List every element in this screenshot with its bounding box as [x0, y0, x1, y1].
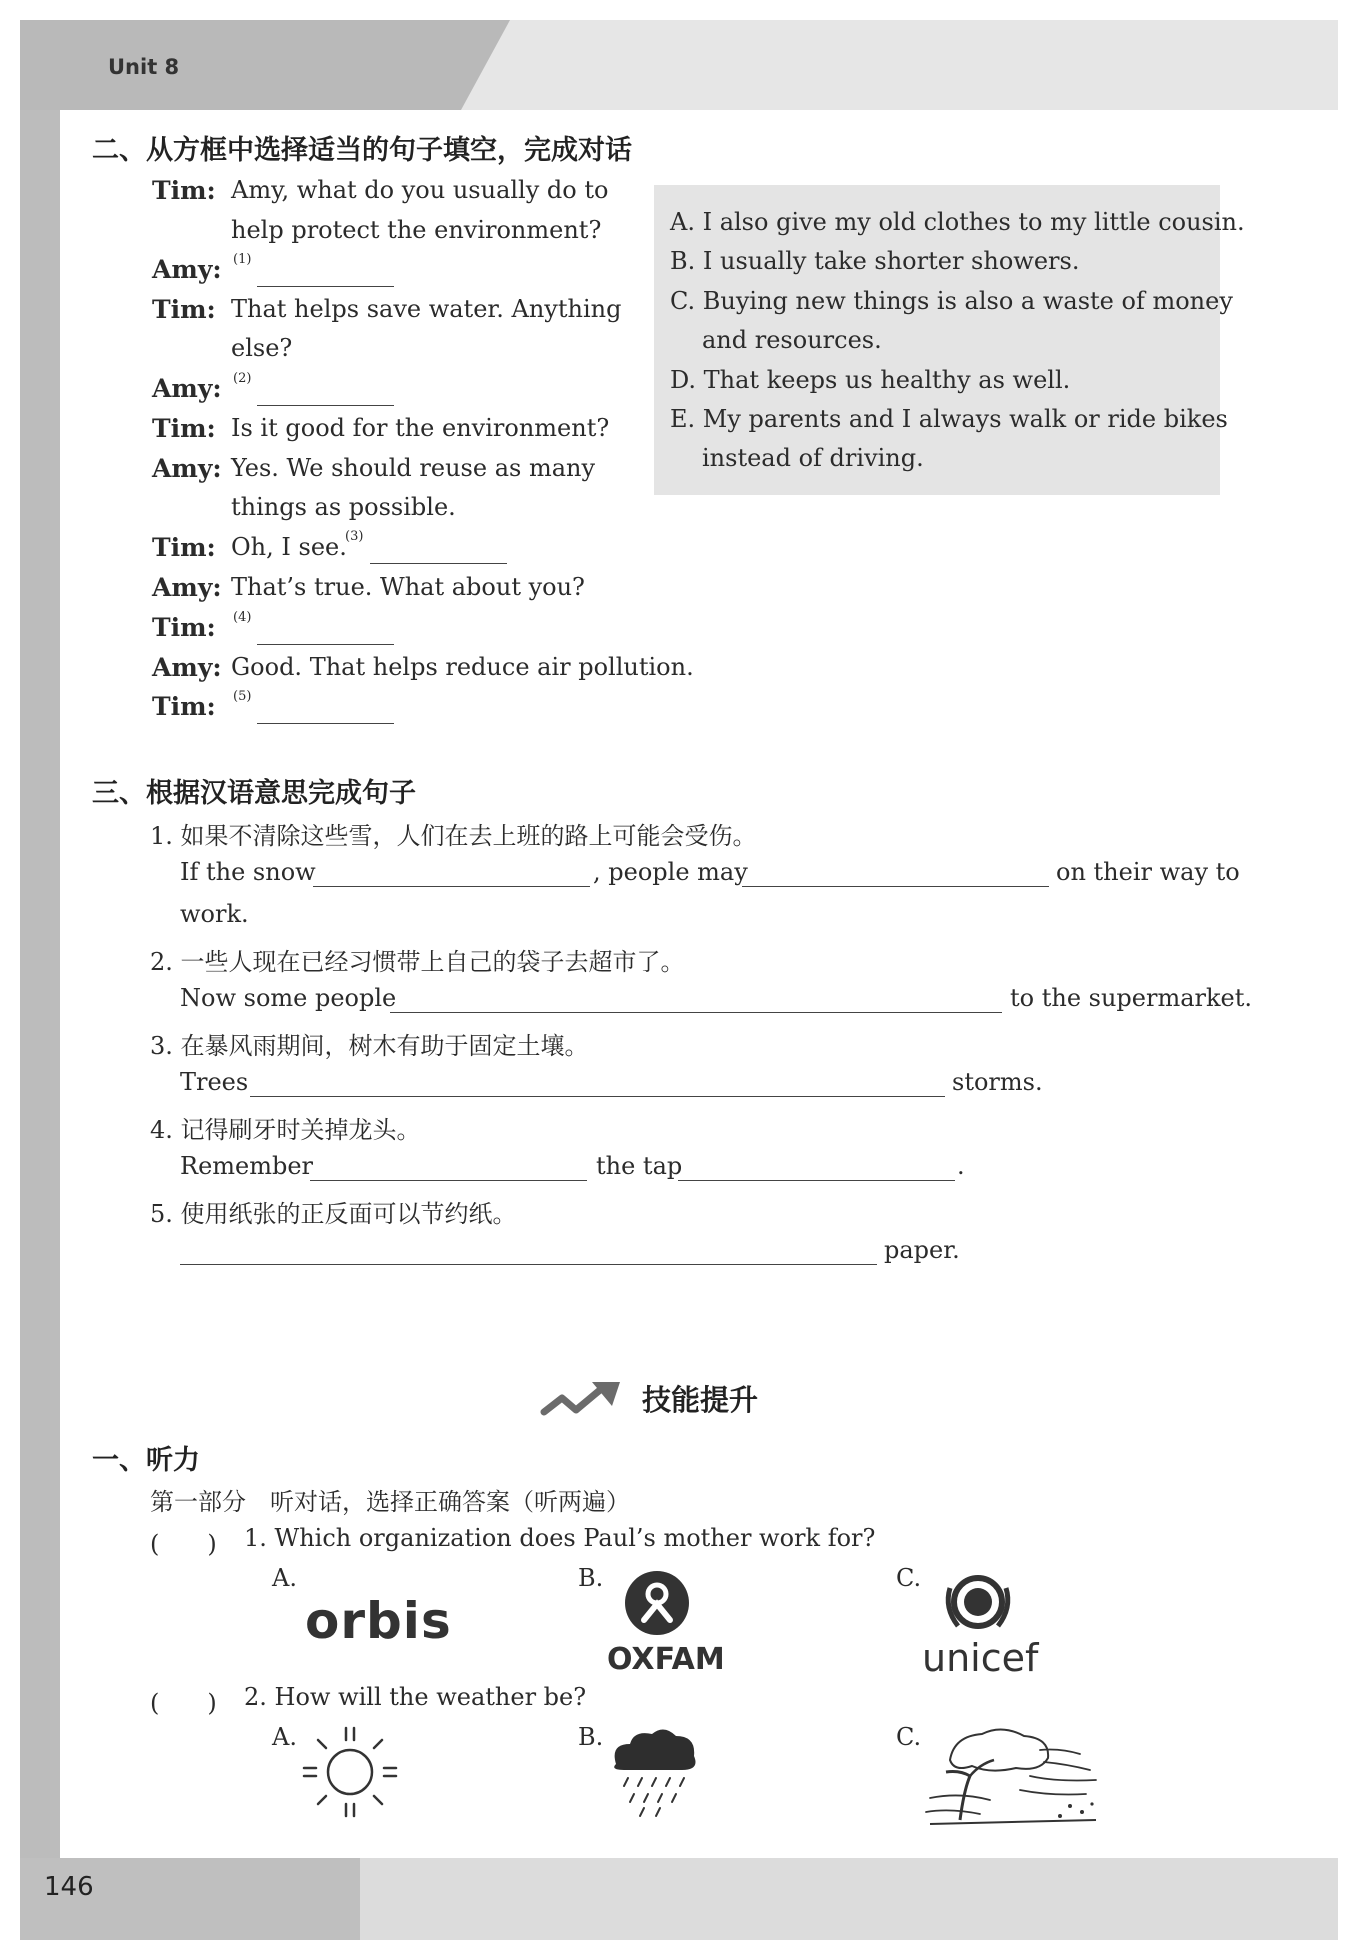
- blank-number: (2): [233, 371, 252, 386]
- sentence-blank[interactable]: [250, 1072, 945, 1097]
- choice-label: B.: [578, 1564, 604, 1592]
- option-b: B. I usually take shorter showers.: [670, 247, 1080, 275]
- speaker: Amy:: [152, 653, 222, 682]
- skills-title: 技能提升: [642, 1383, 759, 1417]
- unicef-emblem-icon: [938, 1568, 1018, 1640]
- listening-question: 1. Which organization does Paul’s mother work for?: [244, 1524, 876, 1552]
- speaker: Tim:: [152, 414, 216, 443]
- blank-number: (4): [233, 610, 252, 625]
- speaker: Tim:: [152, 613, 216, 642]
- sun-icon[interactable]: [300, 1724, 400, 1820]
- answer-blank-5[interactable]: [257, 699, 394, 724]
- speaker: Tim:: [152, 692, 216, 721]
- speaker: Tim:: [152, 295, 216, 324]
- option-e-line2: instead of driving.: [702, 444, 924, 472]
- sentence-part: .: [957, 1152, 965, 1180]
- dialogue-text: Amy, what do you usually do to: [231, 176, 609, 204]
- speaker: Amy:: [152, 374, 222, 403]
- choice-label: B.: [578, 1723, 604, 1751]
- choice-label: A.: [272, 1564, 297, 1592]
- question-chinese: 4. 记得刷牙时关掉龙头。: [150, 1116, 421, 1144]
- blank-number: (3): [345, 529, 364, 544]
- speaker: Amy:: [152, 454, 222, 483]
- answer-blank-1[interactable]: [257, 262, 394, 287]
- rain-cloud-icon[interactable]: [604, 1724, 704, 1820]
- option-c-line1: C. Buying new things is also a waste of money: [670, 287, 1233, 315]
- dialogue-text: Yes. We should reuse as many: [231, 454, 596, 482]
- speaker: Amy:: [152, 573, 222, 602]
- dialogue-text: That helps save water. Anything: [231, 295, 622, 323]
- dialogue-text: That’s true. What about you?: [231, 573, 585, 601]
- option-c-line2: and resources.: [702, 326, 882, 354]
- choice-label: A.: [272, 1723, 297, 1751]
- option-d: D. That keeps us healthy as well.: [670, 366, 1071, 394]
- sentence-blank[interactable]: [390, 988, 1002, 1013]
- dialogue-text: help protect the environment?: [231, 216, 602, 244]
- question-chinese: 3. 在暴风雨期间，树木有助于固定土壤。: [150, 1032, 589, 1060]
- listening-question: 2. How will the weather be?: [244, 1683, 587, 1711]
- choice-label: C.: [896, 1723, 922, 1751]
- sentence-part: on their way to: [1056, 858, 1240, 886]
- speaker: Amy:: [152, 255, 222, 284]
- listening-title: 一、听力: [92, 1445, 200, 1476]
- unicef-logo[interactable]: unicef: [922, 1636, 1039, 1680]
- sentence-blank[interactable]: [310, 1156, 587, 1181]
- page-frame-left: [20, 110, 60, 1870]
- sentence-part: to the supermarket.: [1010, 984, 1253, 1012]
- page-frame-top-accent: [20, 20, 510, 110]
- dialogue-text: things as possible.: [231, 493, 456, 521]
- orbis-logo[interactable]: orbis: [305, 1592, 452, 1650]
- answer-blank-3[interactable]: [370, 539, 507, 564]
- answer-blank-4[interactable]: [257, 620, 394, 645]
- section3-title: 三、根据汉语意思完成句子: [92, 778, 416, 809]
- windy-tree-icon[interactable]: [920, 1720, 1104, 1832]
- question-chinese: 2. 一些人现在已经习惯带上自己的袋子去超市了。: [150, 948, 685, 976]
- sentence-blank[interactable]: [678, 1156, 955, 1181]
- sentence-blank[interactable]: [313, 862, 590, 887]
- sentence-part: the tap: [596, 1152, 683, 1180]
- sentence-part: work.: [180, 900, 249, 928]
- answer-paren[interactable]: ( ): [150, 1530, 217, 1558]
- speaker: Tim:: [152, 533, 216, 562]
- sentence-blank[interactable]: [742, 862, 1049, 887]
- speaker: Tim:: [152, 176, 216, 205]
- dialogue-text: Oh, I see.: [231, 533, 347, 561]
- oxfam-logo[interactable]: OXFAM: [607, 1642, 725, 1677]
- trend-arrow-icon: [540, 1378, 624, 1420]
- dialogue-text: else?: [231, 334, 293, 362]
- section2-title: 二、从方框中选择适当的句子填空，完成对话: [92, 135, 632, 166]
- answer-blank-2[interactable]: [257, 381, 394, 406]
- sentence-part: Now some people: [180, 984, 397, 1012]
- dialogue-text: Good. That helps reduce air pollution.: [231, 653, 694, 681]
- choice-label: C.: [896, 1564, 922, 1592]
- page-number: 146: [44, 1872, 94, 1902]
- oxfam-emblem-icon: [622, 1568, 692, 1638]
- sentence-part: paper.: [884, 1236, 960, 1264]
- sentence-part: Trees: [180, 1068, 249, 1096]
- unit-label: Unit 8: [108, 55, 180, 79]
- sentence-part: If the snow: [180, 858, 316, 886]
- option-e-line1: E. My parents and I always walk or ride bikes: [670, 405, 1228, 433]
- sentence-part: Remember: [180, 1152, 314, 1180]
- question-chinese: 1. 如果不清除这些雪，人们在去上班的路上可能会受伤。: [150, 822, 757, 850]
- question-chinese: 5. 使用纸张的正反面可以节约纸。: [150, 1200, 517, 1228]
- sentence-part: storms.: [952, 1068, 1043, 1096]
- option-a: A. I also give my old clothes to my little cousin.: [670, 208, 1245, 236]
- blank-number: (1): [233, 252, 252, 267]
- answer-paren[interactable]: ( ): [150, 1689, 217, 1717]
- sentence-part: , people may: [593, 858, 748, 886]
- dialogue-text: Is it good for the environment?: [231, 414, 610, 442]
- blank-number: (5): [233, 689, 252, 704]
- part1-instruction: 第一部分 听对话，选择正确答案（听两遍）: [150, 1488, 630, 1516]
- sentence-blank[interactable]: [180, 1240, 877, 1265]
